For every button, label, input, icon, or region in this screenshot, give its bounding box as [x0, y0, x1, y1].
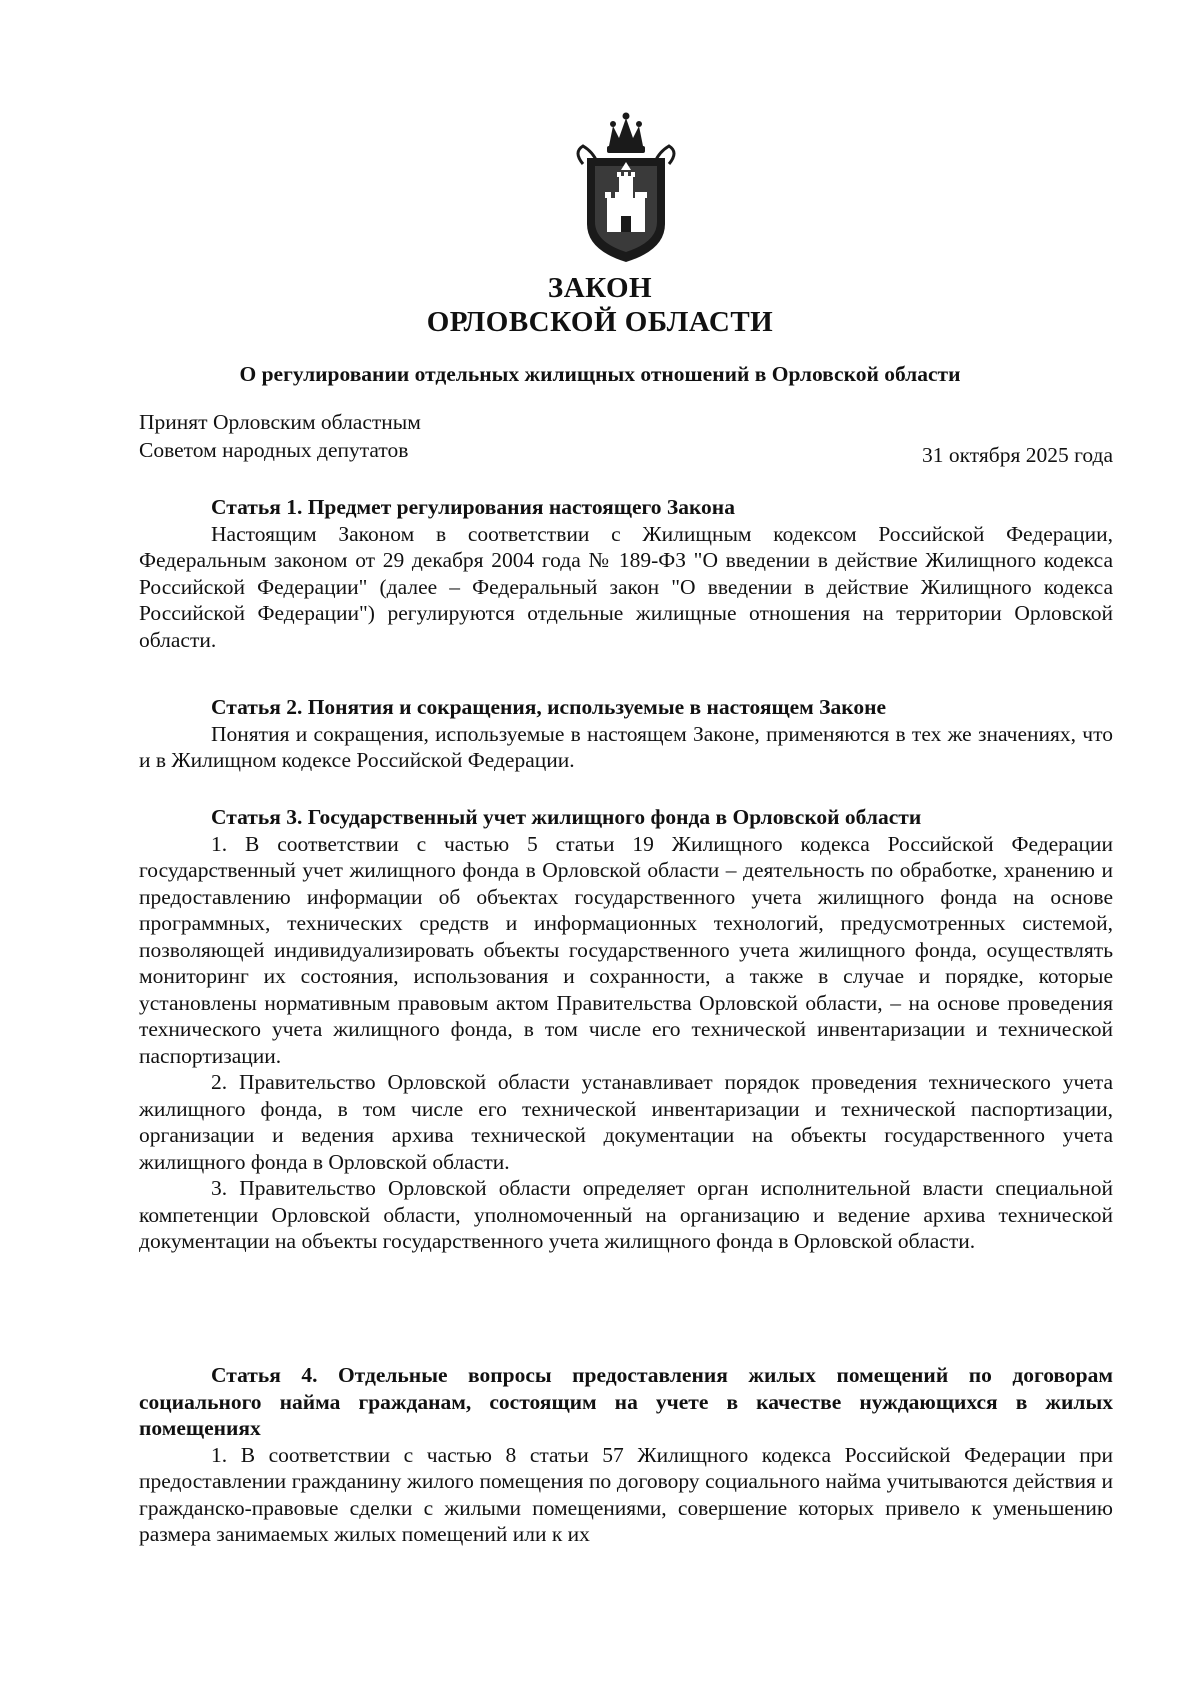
article-heading: Статья 4. Отдельные вопросы предоставления жилых помещений по договорам социального найма гражданам, состоящим на учете в качестве нуждающихся в жилых помещениях [139, 1363, 1113, 1440]
article-paragraph: 3. Правительство Орловской области определяет орган исполнительной власти специальной компетенции Орловской области, уполномоченный на организацию и ведение архива технической документации на объекты государственного учета жилищного фонда в Орловской области. [139, 1176, 1113, 1253]
article-paragraph: 1. В соответствии с частью 8 статьи 57 Жилищного кодекса Российской Федерации при предоставлении гражданину жилого помещения по договору социального найма учитываются действия и гражданско-правовые сделки с жилыми помещениями, совершение которых привело к уменьшению размера занимаемых жилых помещений или к их [139, 1442, 1113, 1546]
article-paragraph: 1. В соответствии с частью 5 статьи 19 Жилищного кодекса Российской Федерации государственный учет жилищного фонда в Орловской области – деятельность по обработке, хранению и предоставлению информации об объектах государственного учета жилищного фонда на основе программных, технических средств и информационных технологий, предусмотренных системой, позволяющей индивидуализировать объекты государственного учета жилищного фонда, осуществлять мониторинг их состояния, использования и сохранности, а также в случае и порядке, которые установлены нормативным правовым актом Правительства Орловской области, – на основе проведения технического учета жилищного фонда, в том числе его технической инвентаризации и технической паспортизации. [139, 831, 1113, 1068]
article-paragraph: 2. Правительство Орловской области устанавливает порядок проведения технического учета жилищного фонда, в том числе его технической инвентаризации и технической паспортизации, организации и ведения архива технической документации на объекты государственного учета жилищного фонда в Орловской области. [139, 1070, 1113, 1174]
document-title-line2: ОРЛОВСКОЙ ОБЛАСТИ [426, 306, 774, 338]
adoption-line1: Принят Орловским областным [139, 410, 421, 434]
article-paragraph: Настоящим Законом в соответствии с Жилищным кодексом Российской Федерации, Федеральным законом от 29 декабря 2004 года № 189-ФЗ "О введении в действие Жилищного кодекса Российской Федерации" (далее – Федеральный закон "О введении в действие Жилищного кодекса Российской Федерации") регулируются отдельные жилищные отношения на территории Орловской области. [139, 521, 1113, 652]
document-subtitle: О регулировании отдельных жилищных отношений в Орловской области [239, 362, 961, 386]
coat-of-arms-icon [569, 112, 683, 264]
adoption-line2: Советом народных депутатов [139, 438, 409, 462]
article-heading: Статья 2. Понятия и сокращения, используемые в настоящем Законе [211, 695, 887, 719]
document-title-line1: ЗАКОН [547, 272, 653, 304]
article-paragraph: Понятия и сокращения, используемые в настоящем Законе, применяются в тех же значениях, что и в Жилищном кодексе Российской Федерации. [139, 721, 1113, 772]
article-heading: Статья 3. Государственный учет жилищного фонда в Орловской области [211, 805, 922, 829]
adoption-date: 31 октября 2025 года [921, 443, 1113, 467]
article-4 [139, 1362, 1113, 1548]
article-1 [139, 494, 1113, 653]
article-2 [139, 694, 1113, 774]
article-3 [139, 804, 1113, 1255]
article-heading: Статья 1. Предмет регулирования настоящего Закона [211, 495, 735, 519]
